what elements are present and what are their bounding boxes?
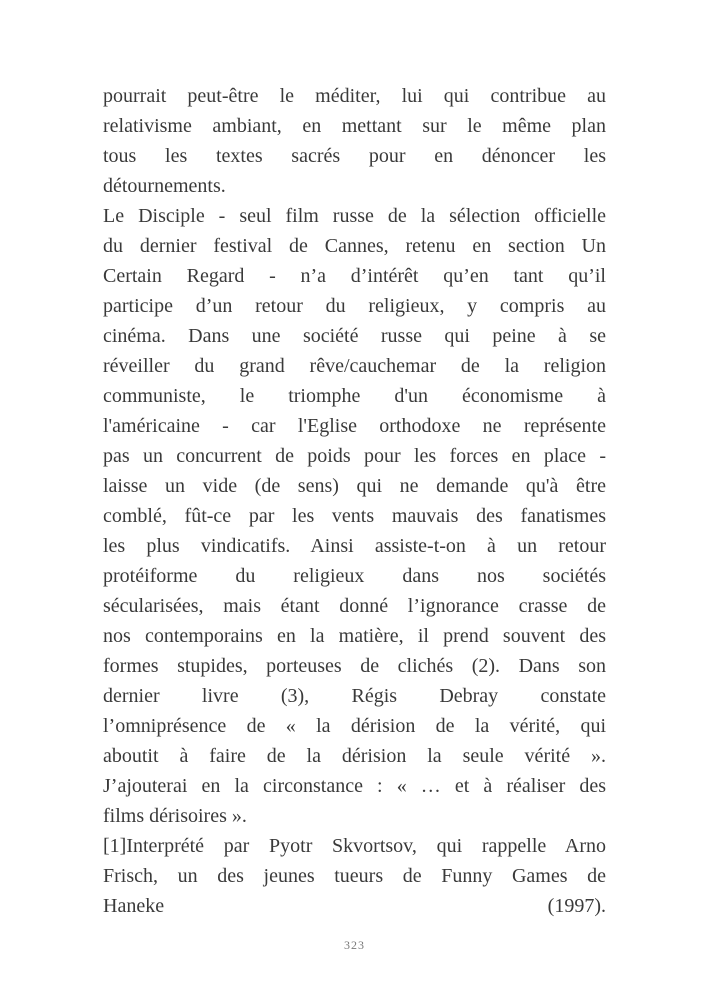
text-line: [1]Interprété par Pyotr Skvortsov, qui rappelle Arno	[103, 835, 606, 857]
body-text	[103, 81, 606, 921]
text-line: Frisch, un des jeunes tueurs de Funny Games de	[103, 865, 606, 887]
text-line: du dernier festival de Cannes, retenu en section Un	[103, 235, 606, 257]
text-line: formes stupides, porteuses de clichés (2). Dans son	[103, 655, 606, 677]
page-number: 323	[344, 938, 365, 952]
text-line: communiste, le triomphe d'un économisme à	[103, 385, 606, 407]
text-line: relativisme ambiant, en mettant sur le même plan	[103, 115, 606, 137]
text-line: cinéma. Dans une société russe qui peine à se	[103, 325, 606, 347]
paragraph	[103, 81, 606, 201]
text-line: sécularisées, mais étant donné l’ignorance crasse de	[103, 595, 606, 617]
text-line: l'américaine - car l'Eglise orthodoxe ne représente	[103, 415, 606, 437]
text-line: l’omniprésence de « la dérision de la vérité, qui	[103, 715, 606, 737]
text-line: Certain Regard - n’a d’intérêt qu’en tant qu’il	[103, 265, 606, 287]
text-line: protéiforme du religieux dans nos sociétés	[103, 565, 606, 587]
text-line: Haneke (1997).	[103, 895, 606, 917]
text-line: participe d’un retour du religieux, y compris au	[103, 295, 606, 317]
text-line: laisse un vide (de sens) qui ne demande qu'à être	[103, 475, 606, 497]
text-line: comblé, fût-ce par les vents mauvais des fanatismes	[103, 505, 606, 527]
text-line: J’ajouterai en la circonstance : « … et à réaliser des	[103, 775, 606, 797]
text-line: les plus vindicatifs. Ainsi assiste-t-on à un retour	[103, 535, 606, 557]
text-line: pas un concurrent de poids pour les forces en place -	[103, 445, 606, 467]
text-line: dernier livre (3), Régis Debray constate	[103, 685, 606, 707]
text-line: nos contemporains en la matière, il prend souvent des	[103, 625, 606, 647]
text-line: aboutit à faire de la dérision la seule vérité ».	[103, 745, 606, 767]
text-line: Le Disciple - seul film russe de la sélection officielle	[103, 205, 606, 227]
text-line: détournements.	[103, 175, 226, 197]
paragraph	[103, 201, 606, 831]
text-line: réveiller du grand rêve/cauchemar de la religion	[103, 355, 606, 377]
text-line: films dérisoires ».	[103, 805, 247, 827]
paragraph	[103, 831, 606, 921]
text-line: pourrait peut-être le méditer, lui qui contribue au	[103, 85, 606, 107]
text-line: tous les textes sacrés pour en dénoncer les	[103, 145, 606, 167]
